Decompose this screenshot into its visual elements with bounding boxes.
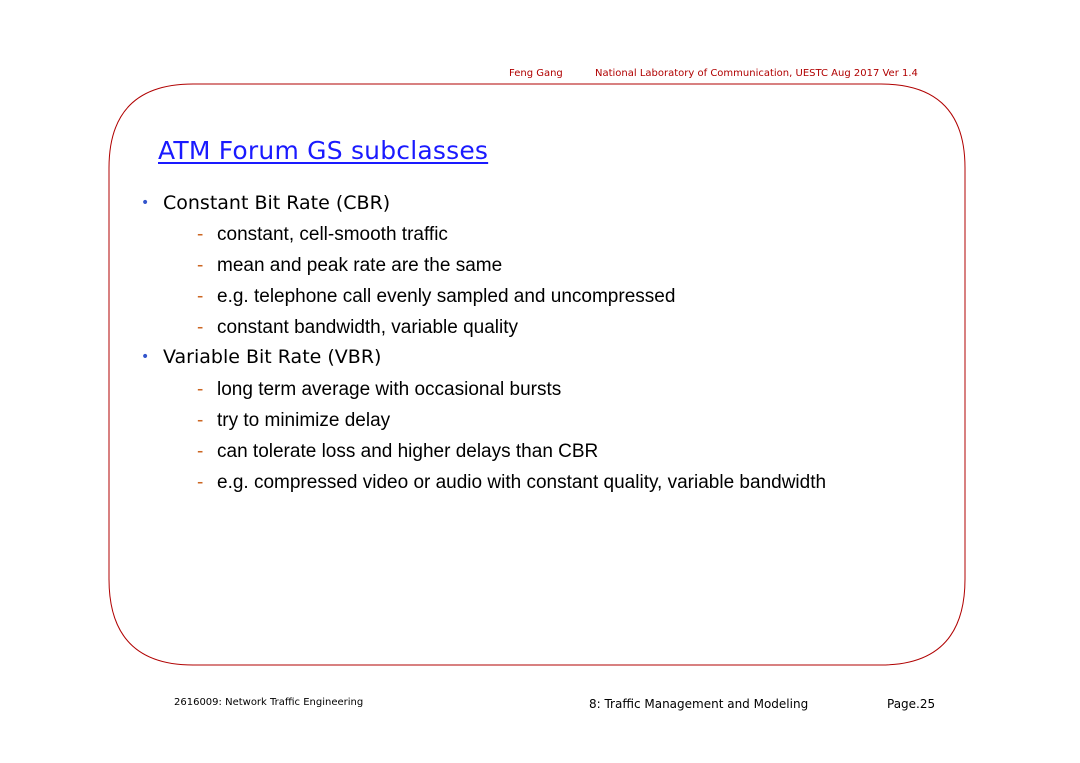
- dash-marker: -: [197, 286, 204, 307]
- sub-list-item-text: constant bandwidth, variable quality: [217, 317, 519, 338]
- list-item-text: Constant Bit Rate (CBR): [163, 192, 391, 214]
- dash-marker: -: [197, 255, 204, 276]
- sub-list-item-text: mean and peak rate are the same: [217, 255, 503, 276]
- sub-list-item: [197, 316, 937, 340]
- dash-marker: -: [197, 224, 204, 245]
- dash-marker: -: [197, 472, 204, 493]
- sub-list-item-text: can tolerate loss and higher delays than CBR: [217, 441, 599, 462]
- bullet-marker: •: [141, 349, 150, 365]
- sub-list-item-text: e.g. compressed video or audio with constant quality, variable bandwidth: [217, 472, 827, 493]
- sub-list-item: [197, 471, 937, 495]
- sub-list-item: [197, 378, 937, 402]
- sub-list-item: [197, 285, 937, 309]
- header-author: Feng Gang: [509, 68, 563, 79]
- sub-list-item-text: constant, cell-smooth traffic: [217, 224, 448, 245]
- dash-marker: -: [197, 410, 204, 431]
- header-affiliation: National Laboratory of Communication, UESTC Aug 2017 Ver 1.4: [595, 68, 918, 79]
- footer-course: 2616009: Network Traffic Engineering: [174, 697, 364, 708]
- dash-marker: -: [197, 379, 204, 400]
- sub-list-item: [197, 223, 937, 247]
- sub-list-item-text: try to minimize delay: [217, 410, 391, 431]
- bullet-marker: •: [141, 195, 150, 211]
- dash-marker: -: [197, 317, 204, 338]
- sub-list-item-text: long term average with occasional bursts: [217, 379, 562, 400]
- sub-list-item-text: e.g. telephone call evenly sampled and uncompressed: [217, 286, 676, 307]
- sub-list-item: [197, 409, 937, 433]
- dash-marker: -: [197, 441, 204, 462]
- footer-chapter: 8: Traffic Management and Modeling: [589, 697, 809, 711]
- footer-page-number: Page.25: [887, 697, 936, 711]
- sub-list-item: [197, 440, 937, 464]
- sub-list-item: [197, 254, 937, 278]
- list-item-text: Variable Bit Rate (VBR): [163, 346, 382, 368]
- slide-title: ATM Forum GS subclasses: [158, 136, 489, 165]
- list-item: [141, 346, 382, 368]
- list-item: [141, 192, 391, 214]
